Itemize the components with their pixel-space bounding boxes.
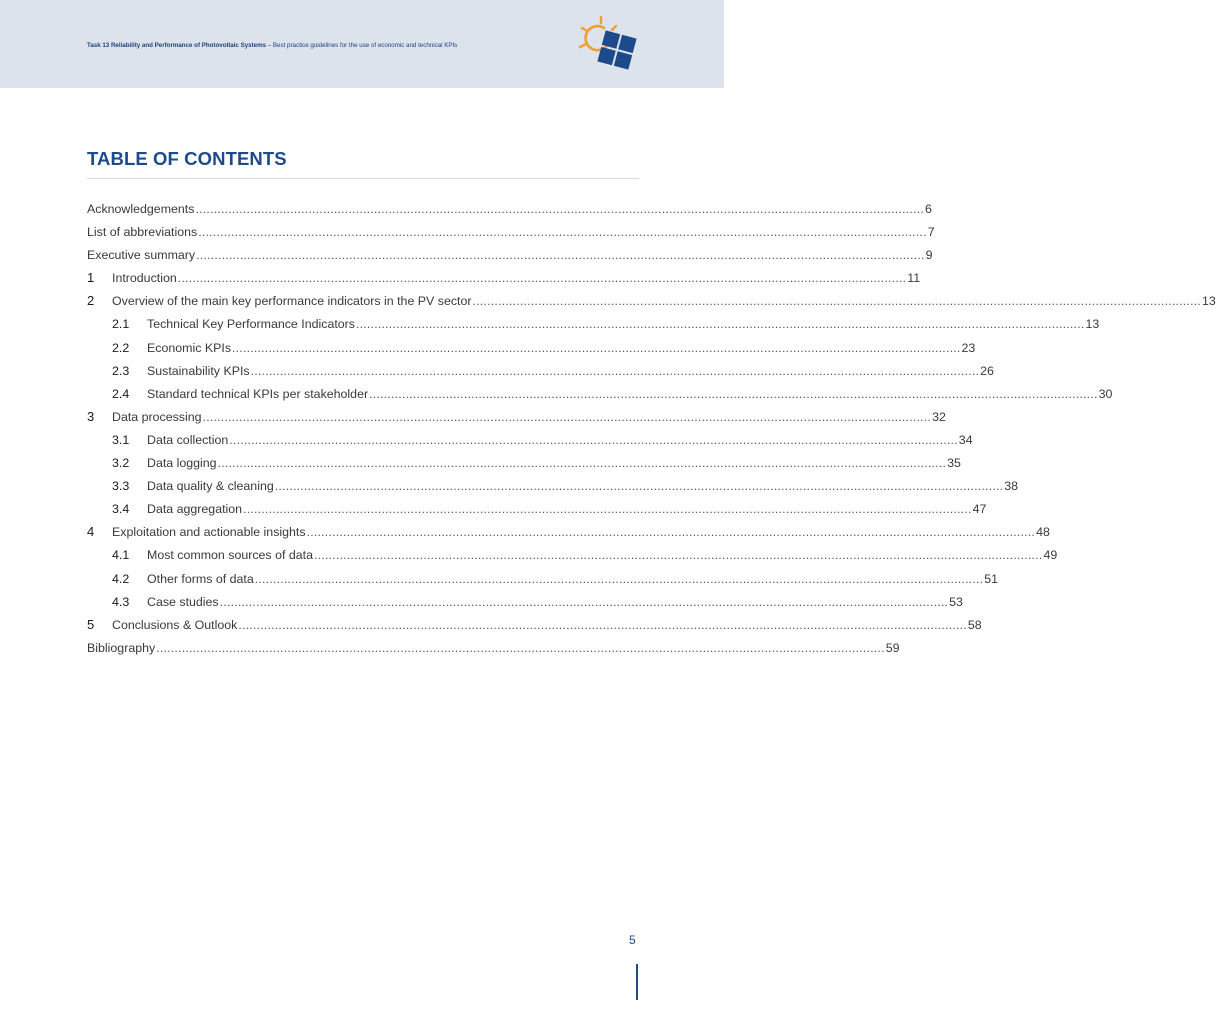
toc-entry-label: Data aggregation: [147, 502, 243, 517]
toc-entry-number: 1: [87, 270, 95, 286]
toc-entry-number: 2.3: [112, 363, 130, 378]
footer-accent-bar: [636, 964, 638, 1000]
toc-dot-leader: ........................................................................................................................................................................................................: [198, 225, 927, 240]
toc-dot-leader: ........................................................................................................................................................................................................: [196, 248, 925, 263]
toc-entry-label: Conclusions & Outlook: [112, 617, 238, 632]
toc-entry-page: 35: [947, 456, 961, 471]
toc-dot-leader: ........................................................................................................................................................................................................: [229, 432, 958, 447]
toc-entry[interactable]: [87, 569, 999, 592]
toc-entry-number: 4.1: [112, 548, 130, 563]
toc-entry[interactable]: [87, 638, 900, 661]
toc-entry-number: 4: [87, 524, 95, 540]
toc-entry-number: 3: [87, 408, 95, 424]
toc-entry-page: 49: [1043, 548, 1058, 563]
toc-entry-page: 6: [924, 202, 932, 216]
toc-entry-label: Data quality & cleaning: [147, 479, 274, 494]
toc-entry-page: 7: [927, 225, 935, 240]
toc-entry-number: 3.3: [112, 479, 130, 494]
sun-and-solar-panel-logo: [574, 14, 640, 74]
toc-entry-label: Data logging: [147, 456, 217, 471]
toc-entry-number: 4.3: [112, 594, 130, 609]
toc-entry-label: Economic KPIs: [147, 340, 232, 355]
toc-entry-page: 13: [1085, 317, 1100, 332]
page-number: 5: [629, 933, 636, 947]
toc-entry-page: 59: [885, 640, 900, 655]
toc-entry-page: 48: [1036, 525, 1050, 540]
toc-entry[interactable]: [87, 522, 1050, 545]
toc-entry-label: Sustainability KPIs: [147, 363, 250, 378]
toc-entry[interactable]: [87, 545, 1058, 568]
toc-dot-leader: ........................................................................................................................................................................................................: [217, 456, 947, 471]
toc-entry[interactable]: [87, 222, 935, 245]
toc-entry[interactable]: [87, 453, 961, 476]
toc-dot-leader: ........................................................................................................................................................................................................: [238, 617, 967, 632]
toc-dot-leader: ........................................................................................................................................................................................................: [250, 363, 980, 378]
toc-entry[interactable]: [87, 430, 973, 453]
toc-entry-page: 9: [925, 248, 933, 263]
toc-entry[interactable]: [87, 338, 976, 361]
toc-entry-label: Technical Key Performance Indicators: [147, 317, 355, 332]
toc-entry-label: Case studies: [147, 594, 219, 609]
toc-entry-label: Introduction: [112, 271, 177, 286]
toc-dot-leader: ........................................................................................................................................................................................................: [369, 386, 1098, 401]
toc-entry-number: 2.4: [112, 386, 130, 401]
toc-entry-number: 5: [87, 616, 95, 632]
toc-dot-leader: ........................................................................................................................................................................................................: [156, 640, 885, 655]
toc-entry-page: 34: [958, 432, 973, 447]
toc-entry-page: 13: [1202, 294, 1216, 309]
toc-entry-number: 3.4: [112, 502, 130, 517]
toc-entry[interactable]: [87, 615, 982, 638]
toc-dot-leader: ........................................................................................................................................................................................................: [202, 409, 932, 424]
running-header: [87, 42, 457, 49]
toc-entry-page: 53: [949, 594, 963, 609]
toc-entry-label: Overview of the main key performance indicators in the PV sector: [112, 294, 472, 309]
toc-entry-number: 3.1: [112, 432, 130, 447]
header-title-bold: Task 13 Reliability and Performance of Photovoltaic Systems: [87, 42, 267, 49]
toc-entry-label: Data collection: [147, 432, 229, 447]
toc-dot-leader: ........................................................................................................................................................................................................: [313, 548, 1043, 563]
header-title-rest: – Best practice guidelines for the use of economic and technical KPIs: [266, 42, 458, 49]
toc-entry[interactable]: [87, 499, 987, 522]
toc-dot-leader: ........................................................................................................................................................................................................: [177, 271, 907, 286]
toc-entry-page: 30: [1098, 386, 1113, 401]
toc-entry[interactable]: [87, 361, 994, 384]
toc-entry-label: Data processing: [112, 409, 202, 424]
toc-entry-number: 2.2: [112, 340, 130, 355]
toc-entry-page: 58: [967, 617, 982, 632]
toc-entry[interactable]: [87, 199, 932, 222]
toc-entry[interactable]: [87, 592, 963, 615]
toc-entry-label: Exploitation and actionable insights: [112, 525, 306, 540]
toc-entry-number: 4.2: [112, 571, 130, 586]
toc-dot-leader: ........................................................................................................................................................................................................: [274, 479, 1004, 494]
toc-entry-page: 32: [932, 409, 946, 424]
toc-entry-label: Other forms of data: [147, 571, 254, 586]
toc-entry-label: Standard technical KPIs per stakeholder: [147, 386, 369, 401]
toc-dot-leader: ........................................................................................................................................................................................................: [472, 294, 1202, 309]
toc-entry-page: 23: [961, 340, 976, 355]
toc-dot-leader: ........................................................................................................................................................................................................: [195, 202, 924, 216]
table-of-contents: [87, 199, 1216, 661]
page-title: TABLE OF CONTENTS: [87, 148, 287, 169]
toc-entry-number: 3.2: [112, 456, 130, 471]
toc-entry[interactable]: [87, 314, 1100, 337]
toc-entry[interactable]: [87, 384, 1113, 407]
toc-entry-label: List of abbreviations: [87, 225, 198, 240]
toc-entry[interactable]: [87, 291, 1216, 314]
toc-entry-page: 26: [980, 363, 994, 378]
toc-entry-page: 11: [907, 271, 921, 286]
toc-entry-label: Bibliography: [87, 640, 156, 655]
toc-dot-leader: ........................................................................................................................................................................................................: [232, 340, 961, 355]
toc-dot-leader: ........................................................................................................................................................................................................: [355, 317, 1085, 332]
title-divider: [87, 178, 639, 179]
toc-dot-leader: ........................................................................................................................................................................................................: [219, 594, 949, 609]
toc-entry-label: Executive summary: [87, 248, 196, 263]
page-header: [0, 0, 724, 88]
toc-entry-page: 51: [984, 571, 999, 586]
toc-dot-leader: ........................................................................................................................................................................................................: [306, 525, 1036, 540]
toc-entry[interactable]: [87, 476, 1019, 499]
toc-entry[interactable]: [87, 245, 933, 268]
toc-entry[interactable]: [87, 407, 946, 430]
toc-entry[interactable]: [87, 268, 921, 291]
toc-entry-number: 2: [87, 293, 95, 309]
toc-dot-leader: ........................................................................................................................................................................................................: [243, 502, 972, 517]
toc-entry-page: 38: [1004, 479, 1019, 494]
toc-entry-number: 2.1: [112, 317, 130, 332]
toc-entry-label: Most common sources of data: [147, 548, 313, 563]
toc-entry-label: Acknowledgements: [87, 202, 195, 216]
toc-dot-leader: ........................................................................................................................................................................................................: [254, 571, 984, 586]
toc-entry-page: 47: [972, 502, 987, 517]
